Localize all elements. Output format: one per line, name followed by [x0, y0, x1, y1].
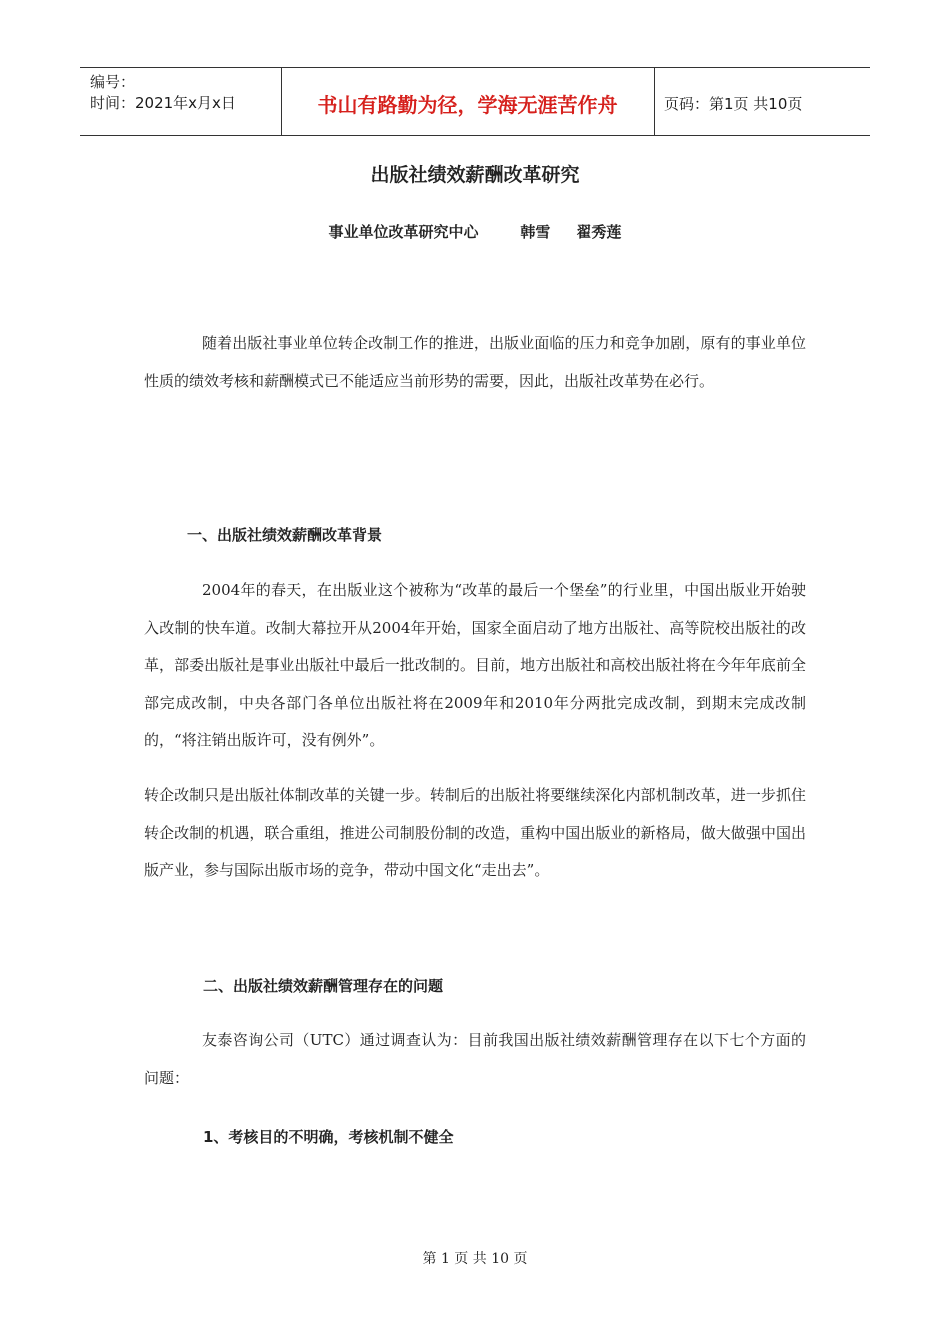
document-time-label: 时间：2021年x月x日 — [90, 94, 236, 112]
header-top-rule — [80, 67, 870, 68]
section1-paragraph-2: 转企改制只是出版社体制改革的关键一步。转制后的出版社将要继续深化内部机制改革，进一步抓住转企改制的机遇，联合重组，推进公司制股份制的改造，重构中国出版业的新格局，做大做强中国出版产业，参与国际出版市场的竞争，带动中国文化“走出去”。 — [144, 786, 806, 879]
section2-heading: 二、出版社绩效薪酬管理存在的问题 — [203, 977, 444, 995]
page-footer: 第 1 页 共 10 页 — [422, 1251, 528, 1267]
header-motto: 书山有路勤为径，学海无涯苦作舟 — [317, 93, 618, 117]
document-title: 出版社绩效薪酬改革研究 — [370, 164, 580, 186]
intro-paragraph: 随着出版社事业单位转企改制工作的推进，出版业面临的压力和竞争加剧，原有的事业单位性质的绩效考核和薪酬模式已不能适应当前形势的需要，因此，出版社改革势在必行。 — [144, 334, 806, 390]
header-meta — [90, 72, 236, 114]
document-number-label: 编号： — [90, 73, 136, 91]
header-page-info: 页码：第1页 共10页 — [664, 95, 803, 113]
section1-heading: 一、出版社绩效薪酬改革背景 — [187, 526, 383, 544]
header-divider-right — [654, 67, 655, 135]
header-bottom-rule — [80, 135, 870, 136]
document-authors: 事业单位改革研究中心 韩雪 翟秀莲 — [328, 223, 622, 241]
section2-subheading-1: 1、考核目的不明确，考核机制不健全 — [203, 1128, 454, 1146]
section1-paragraph-1: 2004年的春天，在出版业这个被称为“改革的最后一个堡垒”的行业里，中国出版业开始驶入改制的快车道。改制大幕拉开从2004年开始，国家全面启动了地方出版社、高等院校出版社的改革，部委出版社是事业出版社中最后一批改制的。目前，地方出版社和高校出版社将在今年年底前全部完成改制，中央各部门各单位出版社将在2009年和2010年分两批完成改制，到期末完成改制的，“将注销出版许可，没有例外”。 — [144, 581, 806, 749]
section2-paragraph-1: 友泰咨询公司（UTC）通过调查认为：目前我国出版社绩效薪酬管理存在以下七个方面的问题： — [144, 1031, 806, 1087]
